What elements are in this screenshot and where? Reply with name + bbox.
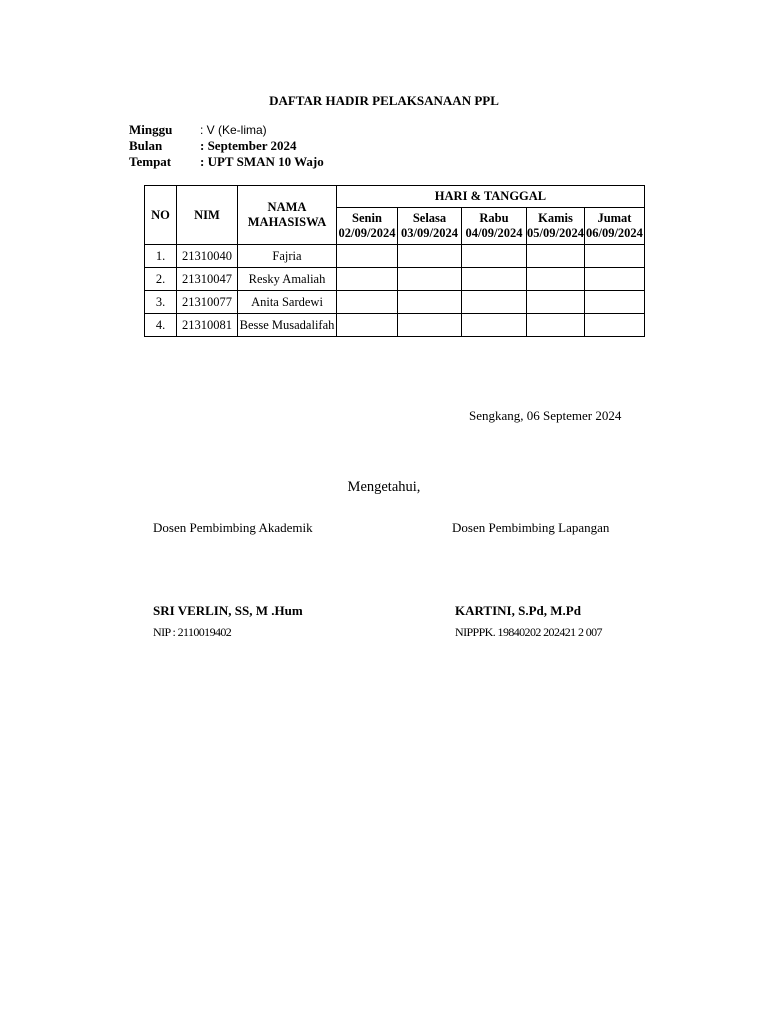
cell-attendance [584,245,644,268]
cell-attendance [584,291,644,314]
cell-attendance [527,245,585,268]
cell-attendance [527,268,585,291]
day-name: Selasa [412,211,447,225]
cell-attendance [337,291,398,314]
meta-label: Bulan [129,138,163,153]
right-signatory-name: KARTINI, S.Pd, M.Pd [455,603,581,618]
cell-no: 3. [145,291,177,314]
meta-label: Tempat [129,154,172,169]
cell-nim: 21310077 [177,291,238,314]
table-row [145,291,645,314]
cell-nim: 21310081 [177,314,238,337]
cell-attendance [527,291,585,314]
header-day-rabu [462,208,527,245]
cell-attendance [462,291,527,314]
attendance-table [144,185,645,337]
cell-attendance [584,268,644,291]
meta-info [129,122,324,170]
place-date: Sengkang, 06 Septemer 2024 [469,408,622,423]
meta-row-minggu [129,122,324,138]
meta-value: : UPT SMAN 10 Wajo [200,154,324,169]
header-day-kamis [527,208,585,245]
header-no: NO [145,186,177,245]
header-nama: NAMA MAHASISWA [238,186,337,245]
table-row [145,314,645,337]
cell-attendance [398,268,462,291]
left-signatory-name: SRI VERLIN, SS, M .Hum [153,603,303,618]
cell-nim: 21310047 [177,268,238,291]
day-name: Kamis [538,211,573,225]
header-day-senin [337,208,398,245]
cell-attendance [337,268,398,291]
cell-attendance [337,314,398,337]
cell-nama: Fajria [238,245,337,268]
left-signatory-role: Dosen Pembimbing Akademik [153,520,313,535]
day-name: Senin [352,211,382,225]
cell-attendance [462,268,527,291]
cell-no: 2. [145,268,177,291]
day-name: Jumat [597,211,632,225]
cell-nama: Anita Sardewi [238,291,337,314]
day-date: 03/09/2024 [401,226,458,240]
knowing-label: Mengetahui, [347,479,421,495]
cell-attendance [462,245,527,268]
meta-label: Minggu [129,122,173,137]
header-hari-tanggal: HARI & TANGGAL [337,186,645,208]
meta-row-bulan [129,138,324,154]
header-day-jumat [584,208,644,245]
cell-no: 4. [145,314,177,337]
left-signatory-id: NIP : 2110019402 [153,625,232,639]
cell-nim: 21310040 [177,245,238,268]
cell-no: 1. [145,245,177,268]
day-name: Rabu [479,211,509,225]
right-signatory-id: NIPPPK. 19840202 202421 2 007 [455,625,602,639]
cell-nama: Resky Amaliah [238,268,337,291]
cell-attendance [398,245,462,268]
table-row [145,268,645,291]
right-signatory-role: Dosen Pembimbing Lapangan [452,520,610,535]
cell-attendance [527,314,585,337]
cell-attendance [462,314,527,337]
meta-row-tempat [129,154,324,170]
header-day-selasa [398,208,462,245]
meta-value: : September 2024 [200,138,297,153]
cell-attendance [398,291,462,314]
cell-attendance [584,314,644,337]
cell-attendance [398,314,462,337]
meta-value: : V (Ke-lima) [200,123,267,137]
day-date: 02/09/2024 [338,226,396,240]
day-date: 04/09/2024 [465,226,523,240]
day-date: 06/09/2024 [585,226,643,240]
document-title: DAFTAR HADIR PELAKSANAAN PPL [269,93,499,108]
day-date: 05/09/2024 [527,226,584,240]
header-nim: NIM [177,186,238,245]
cell-attendance [337,245,398,268]
cell-nama: Besse Musadalifah [238,314,337,337]
table-row [145,245,645,268]
